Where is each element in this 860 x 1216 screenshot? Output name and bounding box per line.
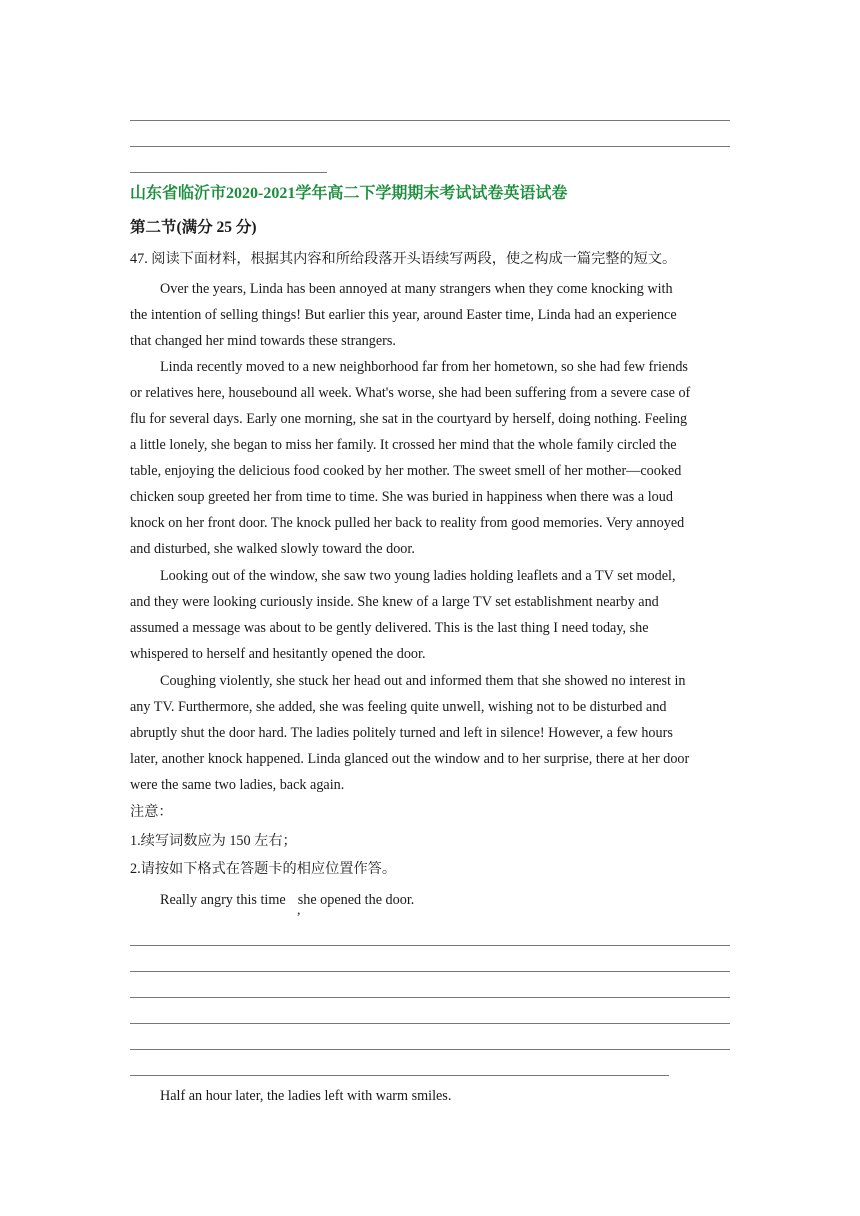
passage-line: later, another knock happened. Linda glanced out the window and to her surprise, there at her door	[130, 751, 690, 767]
passage-line: abruptly shut the door hard. The ladies politely turned and left in silence! However, a few hours	[130, 725, 673, 741]
note-answer-format: 2.请按如下格式在答题卡的相应位置作答。	[130, 861, 397, 877]
answer-line	[130, 997, 730, 998]
passage-line: or relatives here, housebound all week. What's worse, she had been suffering from a severe case of	[130, 385, 691, 401]
exam-title: 山东省临沂市2020-2021学年高二下学期期末考试试卷英语试卷	[130, 185, 568, 202]
answer-line	[130, 1023, 730, 1024]
paragraph-1-opening-part-a: Really angry this time	[160, 892, 286, 908]
answer-line	[130, 971, 730, 972]
section-heading: 第二节(满分 25 分)	[130, 219, 257, 236]
answer-line	[130, 1075, 669, 1076]
passage-line: any TV. Furthermore, she added, she was feeling quite unwell, wishing not to be disturbed and	[130, 699, 667, 715]
paragraph-1-opening-part-b: she opened the door.	[297, 892, 415, 908]
passage-line: knock on her front door. The knock pulled her back to reality from good memories. Very annoyed	[130, 515, 685, 531]
answer-line	[130, 172, 327, 173]
passage-line: that changed her mind towards these strangers.	[130, 333, 396, 349]
passage-line: were the same two ladies, back again.	[130, 777, 345, 793]
passage-line: and they were looking curiously inside. She knew of a large TV set establishment nearby and	[130, 594, 659, 610]
paragraph-2-opening: Half an hour later, the ladies left with warm smiles.	[160, 1088, 452, 1104]
answer-line	[130, 120, 730, 121]
passage-line: flu for several days. Early one morning, she sat in the courtyard by herself, doing nothing. Feeling	[130, 411, 688, 427]
passage-line: whispered to herself and hesitantly opened the door.	[130, 646, 426, 662]
notes-label: 注意：	[130, 804, 173, 820]
passage-line: and disturbed, she walked slowly toward the door.	[130, 541, 415, 557]
passage-line: Linda recently moved to a new neighborhood far from her hometown, so she had few friends	[160, 359, 688, 375]
passage-line: chicken soup greeted her from time to time. She was buried in happiness when there was a loud	[130, 489, 673, 505]
answer-line	[130, 146, 730, 147]
passage-line: assumed a message was about to be gently delivered. This is the last thing I need today, she	[130, 620, 649, 636]
passage-line: a little lonely, she began to miss her family. It crossed her mind that the whole family circled the	[130, 437, 677, 453]
passage-line: Looking out of the window, she saw two young ladies holding leaflets and a TV set model,	[160, 568, 676, 584]
answer-line	[130, 945, 730, 946]
paragraph-1-comma: ,	[297, 903, 301, 918]
passage-line: the intention of selling things! But earlier this year, around Easter time, Linda had an experience	[130, 307, 677, 323]
question-instruction: 47. 阅读下面材料，根据其内容和所给段落开头语续写两段，使之构成一篇完整的短文。	[130, 251, 677, 267]
answer-line	[130, 1049, 730, 1050]
passage-line: Coughing violently, she stuck her head out and informed them that she showed no interest in	[160, 673, 686, 689]
paragraph-1-opening	[160, 890, 730, 910]
passage-line: table, enjoying the delicious food cooked by her mother. The sweet smell of her mother—cooked	[130, 463, 682, 479]
passage-line: Over the years, Linda has been annoyed at many strangers when they come knocking with	[160, 281, 673, 297]
note-word-count: 1.续写词数应为 150 左右；	[130, 833, 297, 849]
